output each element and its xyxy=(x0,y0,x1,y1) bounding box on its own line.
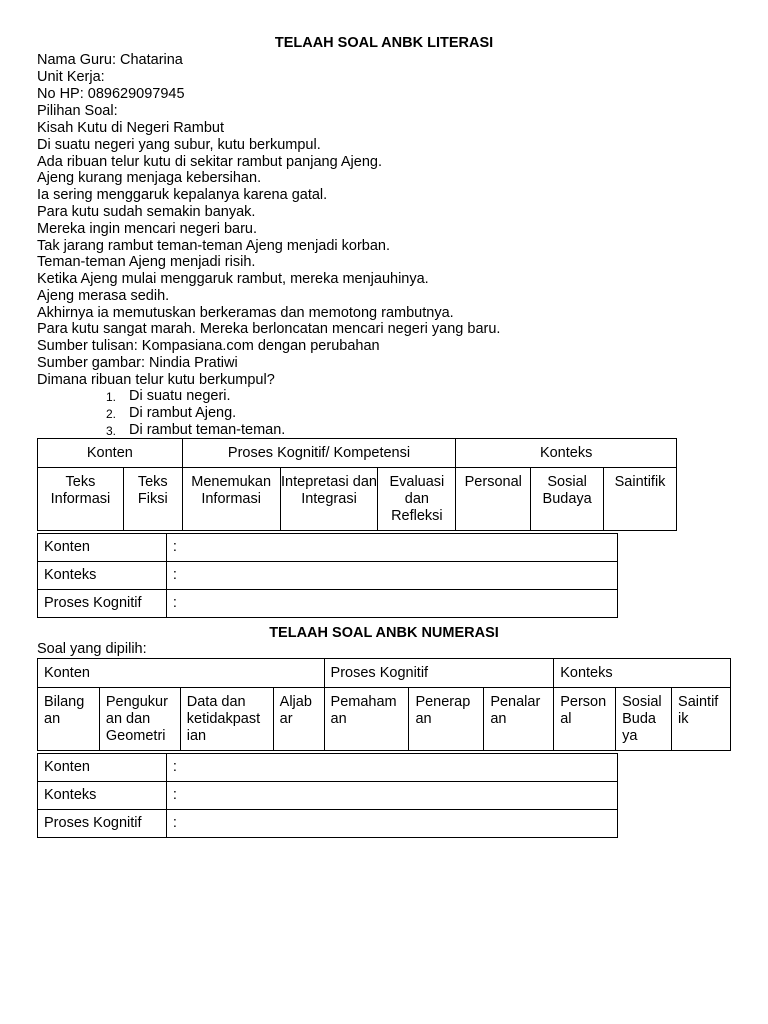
phone-number: No HP: 089629097945 xyxy=(37,86,185,102)
summary-row-konteks xyxy=(38,562,618,590)
text-source: Sumber tulisan: Kompasiana.com dengan perubahan xyxy=(37,338,380,354)
summary-label: Konteks xyxy=(38,782,167,810)
subheader-intepretasi-integrasi: Intepretasi dan Integrasi xyxy=(280,468,378,531)
subheader-saintifik: Saintif ik xyxy=(672,688,731,751)
subheader-pengukuran-geometri: Pengukur an dan Geometri xyxy=(99,688,180,751)
option-number: 1. xyxy=(106,390,117,404)
subheader-menemukan-informasi: Menemukan Informasi xyxy=(182,468,280,531)
summary-value: : xyxy=(166,562,617,590)
summary-value: : xyxy=(166,782,617,810)
story-line: Di suatu negeri yang subur, kutu berkumpul. xyxy=(37,137,321,153)
subheader-evaluasi-refleksi: Evaluasi dan Refleksi xyxy=(378,468,456,531)
story-line: Ia sering menggaruk kepalanya karena gatal. xyxy=(37,187,328,203)
story-title: Kisah Kutu di Negeri Rambut xyxy=(37,120,224,136)
summary-value: : xyxy=(166,590,617,618)
option-text: Di rambut teman-teman. xyxy=(129,422,286,438)
story-line: Akhirnya ia memutuskan berkeramas dan memotong rambutnya. xyxy=(37,305,454,321)
subheader-personal: Personal xyxy=(456,468,531,531)
story-line: Ajeng kurang menjaga kebersihan. xyxy=(37,170,262,186)
story-line: Mereka ingin mencari negeri baru. xyxy=(37,221,258,237)
summary-label: Konteks xyxy=(38,562,167,590)
subheader-pemahaman: Pemaham an xyxy=(324,688,409,751)
subheader-sosial-budaya: Sosial Budaya xyxy=(531,468,604,531)
question-text: Dimana ribuan telur kutu berkumpul? xyxy=(37,372,275,388)
header-konteks: Konteks xyxy=(456,439,677,468)
numerasi-title: TELAAH SOAL ANBK NUMERASI xyxy=(269,625,499,641)
subheader-sosial-budaya: Sosial Buda ya xyxy=(616,688,672,751)
header-proses-kognitif: Proses Kognitif/ Kompetensi xyxy=(182,439,456,468)
subheader-penalaran: Penalar an xyxy=(484,688,554,751)
literasi-classification-table xyxy=(37,438,677,531)
literasi-title: TELAAH SOAL ANBK LITERASI xyxy=(274,35,494,51)
subheader-bilangan: Bilang an xyxy=(38,688,100,751)
header-konten: Konten xyxy=(38,659,325,688)
option-text: Di rambut Ajeng. xyxy=(129,405,237,421)
story-line: Ada ribuan telur kutu di sekitar rambut panjang Ajeng. xyxy=(37,154,382,170)
summary-value: : xyxy=(166,534,617,562)
option-number: 3. xyxy=(106,424,117,438)
summary-row-konteks xyxy=(38,782,618,810)
image-source: Sumber gambar: Nindia Pratiwi xyxy=(37,355,238,371)
header-proses-kognitif: Proses Kognitif xyxy=(324,659,554,688)
literasi-summary-table xyxy=(37,533,618,618)
subheader-teks-fiksi: Teks Fiksi xyxy=(123,468,182,531)
subheader-data-ketidakpastian: Data dan ketidakpast ian xyxy=(180,688,273,751)
story-line: Ketika Ajeng mulai menggaruk rambut, mereka menjauhinya. xyxy=(37,271,429,287)
teacher-name: Nama Guru: Chatarina xyxy=(37,52,183,68)
subheader-personal: Person al xyxy=(554,688,616,751)
summary-label: Proses Kognitif xyxy=(38,810,167,838)
option-text: Di suatu negeri. xyxy=(129,388,231,404)
summary-value: : xyxy=(166,810,617,838)
subheader-teks-informasi: Teks Informasi xyxy=(38,468,124,531)
story-line: Ajeng merasa sedih. xyxy=(37,288,170,304)
numerasi-classification-table xyxy=(37,658,731,751)
question-choice-label: Pilihan Soal: xyxy=(37,103,118,119)
subheader-penerapan: Penerap an xyxy=(409,688,484,751)
summary-label: Proses Kognitif xyxy=(38,590,167,618)
work-unit: Unit Kerja: xyxy=(37,69,105,85)
story-line: Teman-teman Ajeng menjadi risih. xyxy=(37,254,256,270)
header-konteks: Konteks xyxy=(554,659,731,688)
summary-row-proses-kognitif xyxy=(38,590,618,618)
story-line: Para kutu sudah semakin banyak. xyxy=(37,204,256,220)
summary-label: Konten xyxy=(38,534,167,562)
summary-label: Konten xyxy=(38,754,167,782)
subheader-aljabar: Aljab ar xyxy=(273,688,324,751)
header-konten: Konten xyxy=(38,439,183,468)
subheader-saintifik: Saintifik xyxy=(604,468,677,531)
summary-row-proses-kognitif xyxy=(38,810,618,838)
numerasi-summary-table xyxy=(37,753,618,838)
story-line: Tak jarang rambut teman-teman Ajeng menjadi korban. xyxy=(37,238,391,254)
option-number: 2. xyxy=(106,407,117,421)
story-line: Para kutu sangat marah. Mereka berloncatan mencari negeri yang baru. xyxy=(37,321,501,337)
summary-row-konten xyxy=(38,754,618,782)
summary-row-konten xyxy=(38,534,618,562)
summary-value: : xyxy=(166,754,617,782)
selected-question-label: Soal yang dipilih: xyxy=(37,641,147,657)
